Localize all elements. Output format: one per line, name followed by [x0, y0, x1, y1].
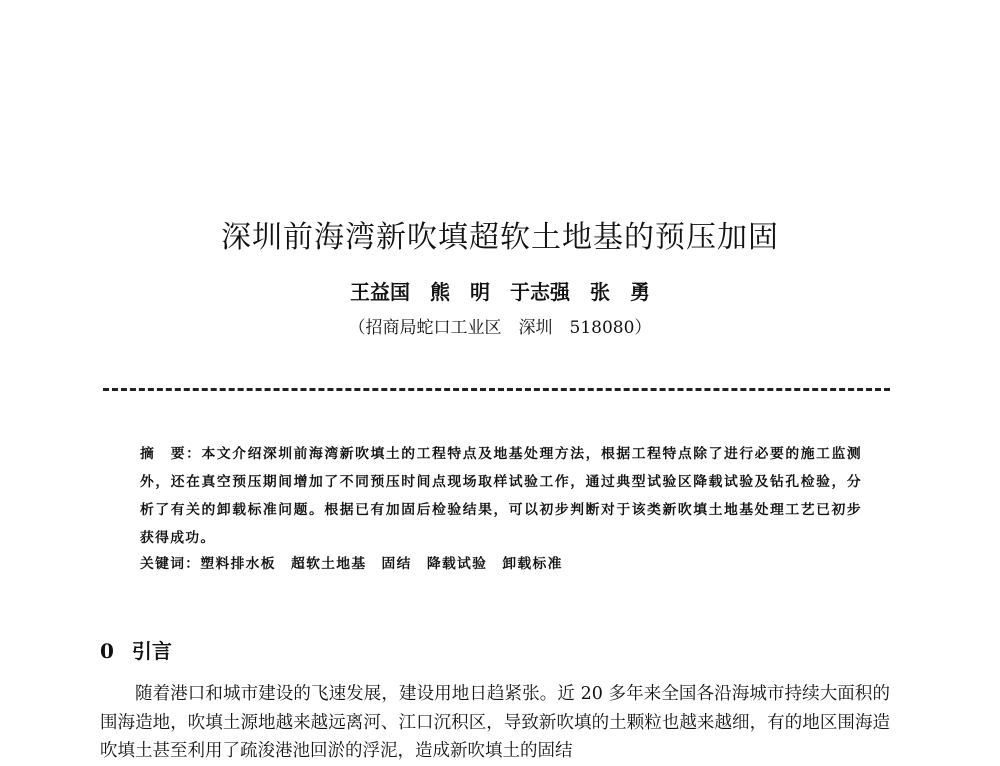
body-paragraph: 随着港口和城市建设的飞速发展，建设用地日趋紧张。近 20 多年来全国各沿海城市持续大面积的围海造地，吹填土源地越来越远离河、江口沉积区，导致新吹填的土颗粒也越来越细，有的地区围海造吹填土甚至利用了疏浚港池回淤的浮泥，造成新吹填土的固结: [100, 684, 890, 761]
section-title: 引言: [131, 639, 172, 663]
abstract-text: 本文介绍深圳前海湾新吹填土的工程特点及地基处理方法，根据工程特点除了进行必要的施工监测外，还在真空预压期间增加了不同预压时间点现场取样试验工作，通过典型试验区降载试验及钻孔检验，分析了有关的卸载标准问题。根据已有加固后检验结果，可以初步判断对于该类新吹填土地基处理工艺已初步获得成功。: [140, 446, 862, 546]
abstract: [140, 440, 862, 552]
keywords-text: 塑料排水板 超软土地基 固结 降载试验 卸载标准: [200, 556, 563, 572]
separator-rule: [103, 388, 890, 391]
authors: 王益国 熊 明 于志强 张 勇: [350, 280, 650, 304]
section-heading: [100, 635, 172, 664]
abstract-label: 摘 要：: [140, 446, 202, 462]
keywords-label: 关键词：: [140, 556, 201, 572]
keywords: [140, 552, 563, 572]
affiliation: （招商局蛇口工业区 深圳 518080）: [348, 318, 652, 338]
section-number: 0: [100, 639, 114, 663]
paper-title: 深圳前海湾新吹填超软土地基的预压加固: [221, 220, 779, 255]
